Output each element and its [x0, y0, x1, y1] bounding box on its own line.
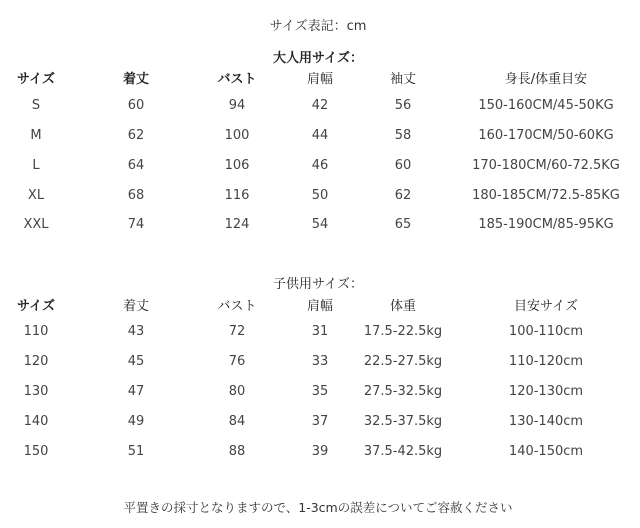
adult-row-s-length: 60: [127, 98, 145, 113]
adult-row-xxl-shoulder: 54: [311, 217, 329, 232]
adult-row-xl-size: XL: [27, 188, 45, 203]
adult-row-s-height-weight: 150-160CM/45-50KG: [478, 98, 614, 113]
child-row-120-size: 120: [23, 354, 49, 369]
adult-row-xxl-length: 74: [127, 217, 145, 232]
child-row-120-shoulder: 33: [311, 354, 329, 369]
child-row-120-length: 45: [127, 354, 145, 369]
child-size-title: 子供用サイズ：: [273, 277, 363, 292]
adult-row-s-bust: 94: [228, 98, 246, 113]
adult-row-l-bust: 106: [224, 158, 250, 173]
child-row-150-shoulder: 39: [311, 444, 329, 459]
adult-row-s-size: S: [31, 98, 41, 113]
adult-row-l-length: 64: [127, 158, 145, 173]
child-row-110-guide-size: 100-110cm: [508, 324, 584, 339]
measurement-note: 平置きの採寸となりますので、1-3cmの誤差についてご容赦ください: [123, 500, 513, 515]
adult-row-xl-height-weight: 180-185CM/72.5-85KG: [472, 188, 620, 203]
adult-row-xl-sleeve: 62: [394, 188, 412, 203]
child-row-140-weight: 32.5-37.5kg: [363, 414, 443, 429]
child-row-150-size: 150: [23, 444, 49, 459]
adult-header-shoulder: 肩幅: [306, 72, 334, 87]
adult-row-xl-shoulder: 50: [311, 188, 329, 203]
adult-header-height-weight: 身長/体重目安: [504, 72, 588, 87]
adult-row-xxl-height-weight: 185-190CM/85-95KG: [478, 217, 614, 232]
child-row-150-length: 51: [127, 444, 145, 459]
child-row-130-weight: 27.5-32.5kg: [363, 384, 443, 399]
adult-row-m-shoulder: 44: [311, 128, 329, 143]
adult-row-m-size: M: [30, 128, 42, 143]
adult-row-l-height-weight: 170-180CM/60-72.5KG: [472, 158, 620, 173]
adult-header-length: 着丈: [122, 72, 150, 87]
child-row-120-guide-size: 110-120cm: [508, 354, 584, 369]
child-row-120-bust: 76: [228, 354, 246, 369]
child-row-130-length: 47: [127, 384, 145, 399]
child-header-size: サイズ: [17, 299, 55, 314]
child-header-length: 着丈: [122, 299, 150, 314]
adult-header-size: サイズ: [17, 72, 55, 87]
child-header-guide-size: 目安サイズ: [514, 299, 578, 314]
adult-row-xxl-sleeve: 65: [394, 217, 412, 232]
adult-row-xxl-size: XXL: [23, 217, 49, 232]
child-row-140-bust: 84: [228, 414, 246, 429]
child-row-150-bust: 88: [228, 444, 246, 459]
child-row-110-bust: 72: [228, 324, 246, 339]
child-row-140-size: 140: [23, 414, 49, 429]
child-row-130-bust: 80: [228, 384, 246, 399]
child-row-150-weight: 37.5-42.5kg: [363, 444, 443, 459]
adult-row-xxl-bust: 124: [224, 217, 250, 232]
child-row-140-guide-size: 130-140cm: [508, 414, 584, 429]
adult-row-l-sleeve: 60: [394, 158, 412, 173]
adult-row-m-bust: 100: [224, 128, 250, 143]
adult-row-l-size: L: [32, 158, 40, 173]
child-row-150-guide-size: 140-150cm: [508, 444, 584, 459]
size-unit-label: サイズ表記：cm: [269, 19, 367, 34]
child-row-110-weight: 17.5-22.5kg: [363, 324, 443, 339]
child-header-weight: 体重: [389, 299, 417, 314]
child-row-120-weight: 22.5-27.5kg: [363, 354, 443, 369]
child-row-110-size: 110: [23, 324, 49, 339]
adult-row-m-height-weight: 160-170CM/50-60KG: [478, 128, 614, 143]
child-row-110-length: 43: [127, 324, 145, 339]
adult-row-m-sleeve: 58: [394, 128, 412, 143]
adult-row-xl-bust: 116: [224, 188, 250, 203]
adult-header-sleeve: 袖丈: [389, 72, 417, 87]
child-row-130-guide-size: 120-130cm: [508, 384, 584, 399]
adult-row-l-shoulder: 46: [311, 158, 329, 173]
adult-row-xl-length: 68: [127, 188, 145, 203]
adult-row-s-shoulder: 42: [311, 98, 329, 113]
adult-row-s-sleeve: 56: [394, 98, 412, 113]
child-row-140-shoulder: 37: [311, 414, 329, 429]
child-header-bust: バスト: [217, 299, 257, 314]
child-row-130-shoulder: 35: [311, 384, 329, 399]
adult-header-bust: バスト: [217, 72, 257, 87]
child-header-shoulder: 肩幅: [306, 299, 334, 314]
adult-size-title: 大人用サイズ：: [273, 51, 363, 66]
child-row-140-length: 49: [127, 414, 145, 429]
child-row-130-size: 130: [23, 384, 49, 399]
child-row-110-shoulder: 31: [311, 324, 329, 339]
adult-row-m-length: 62: [127, 128, 145, 143]
